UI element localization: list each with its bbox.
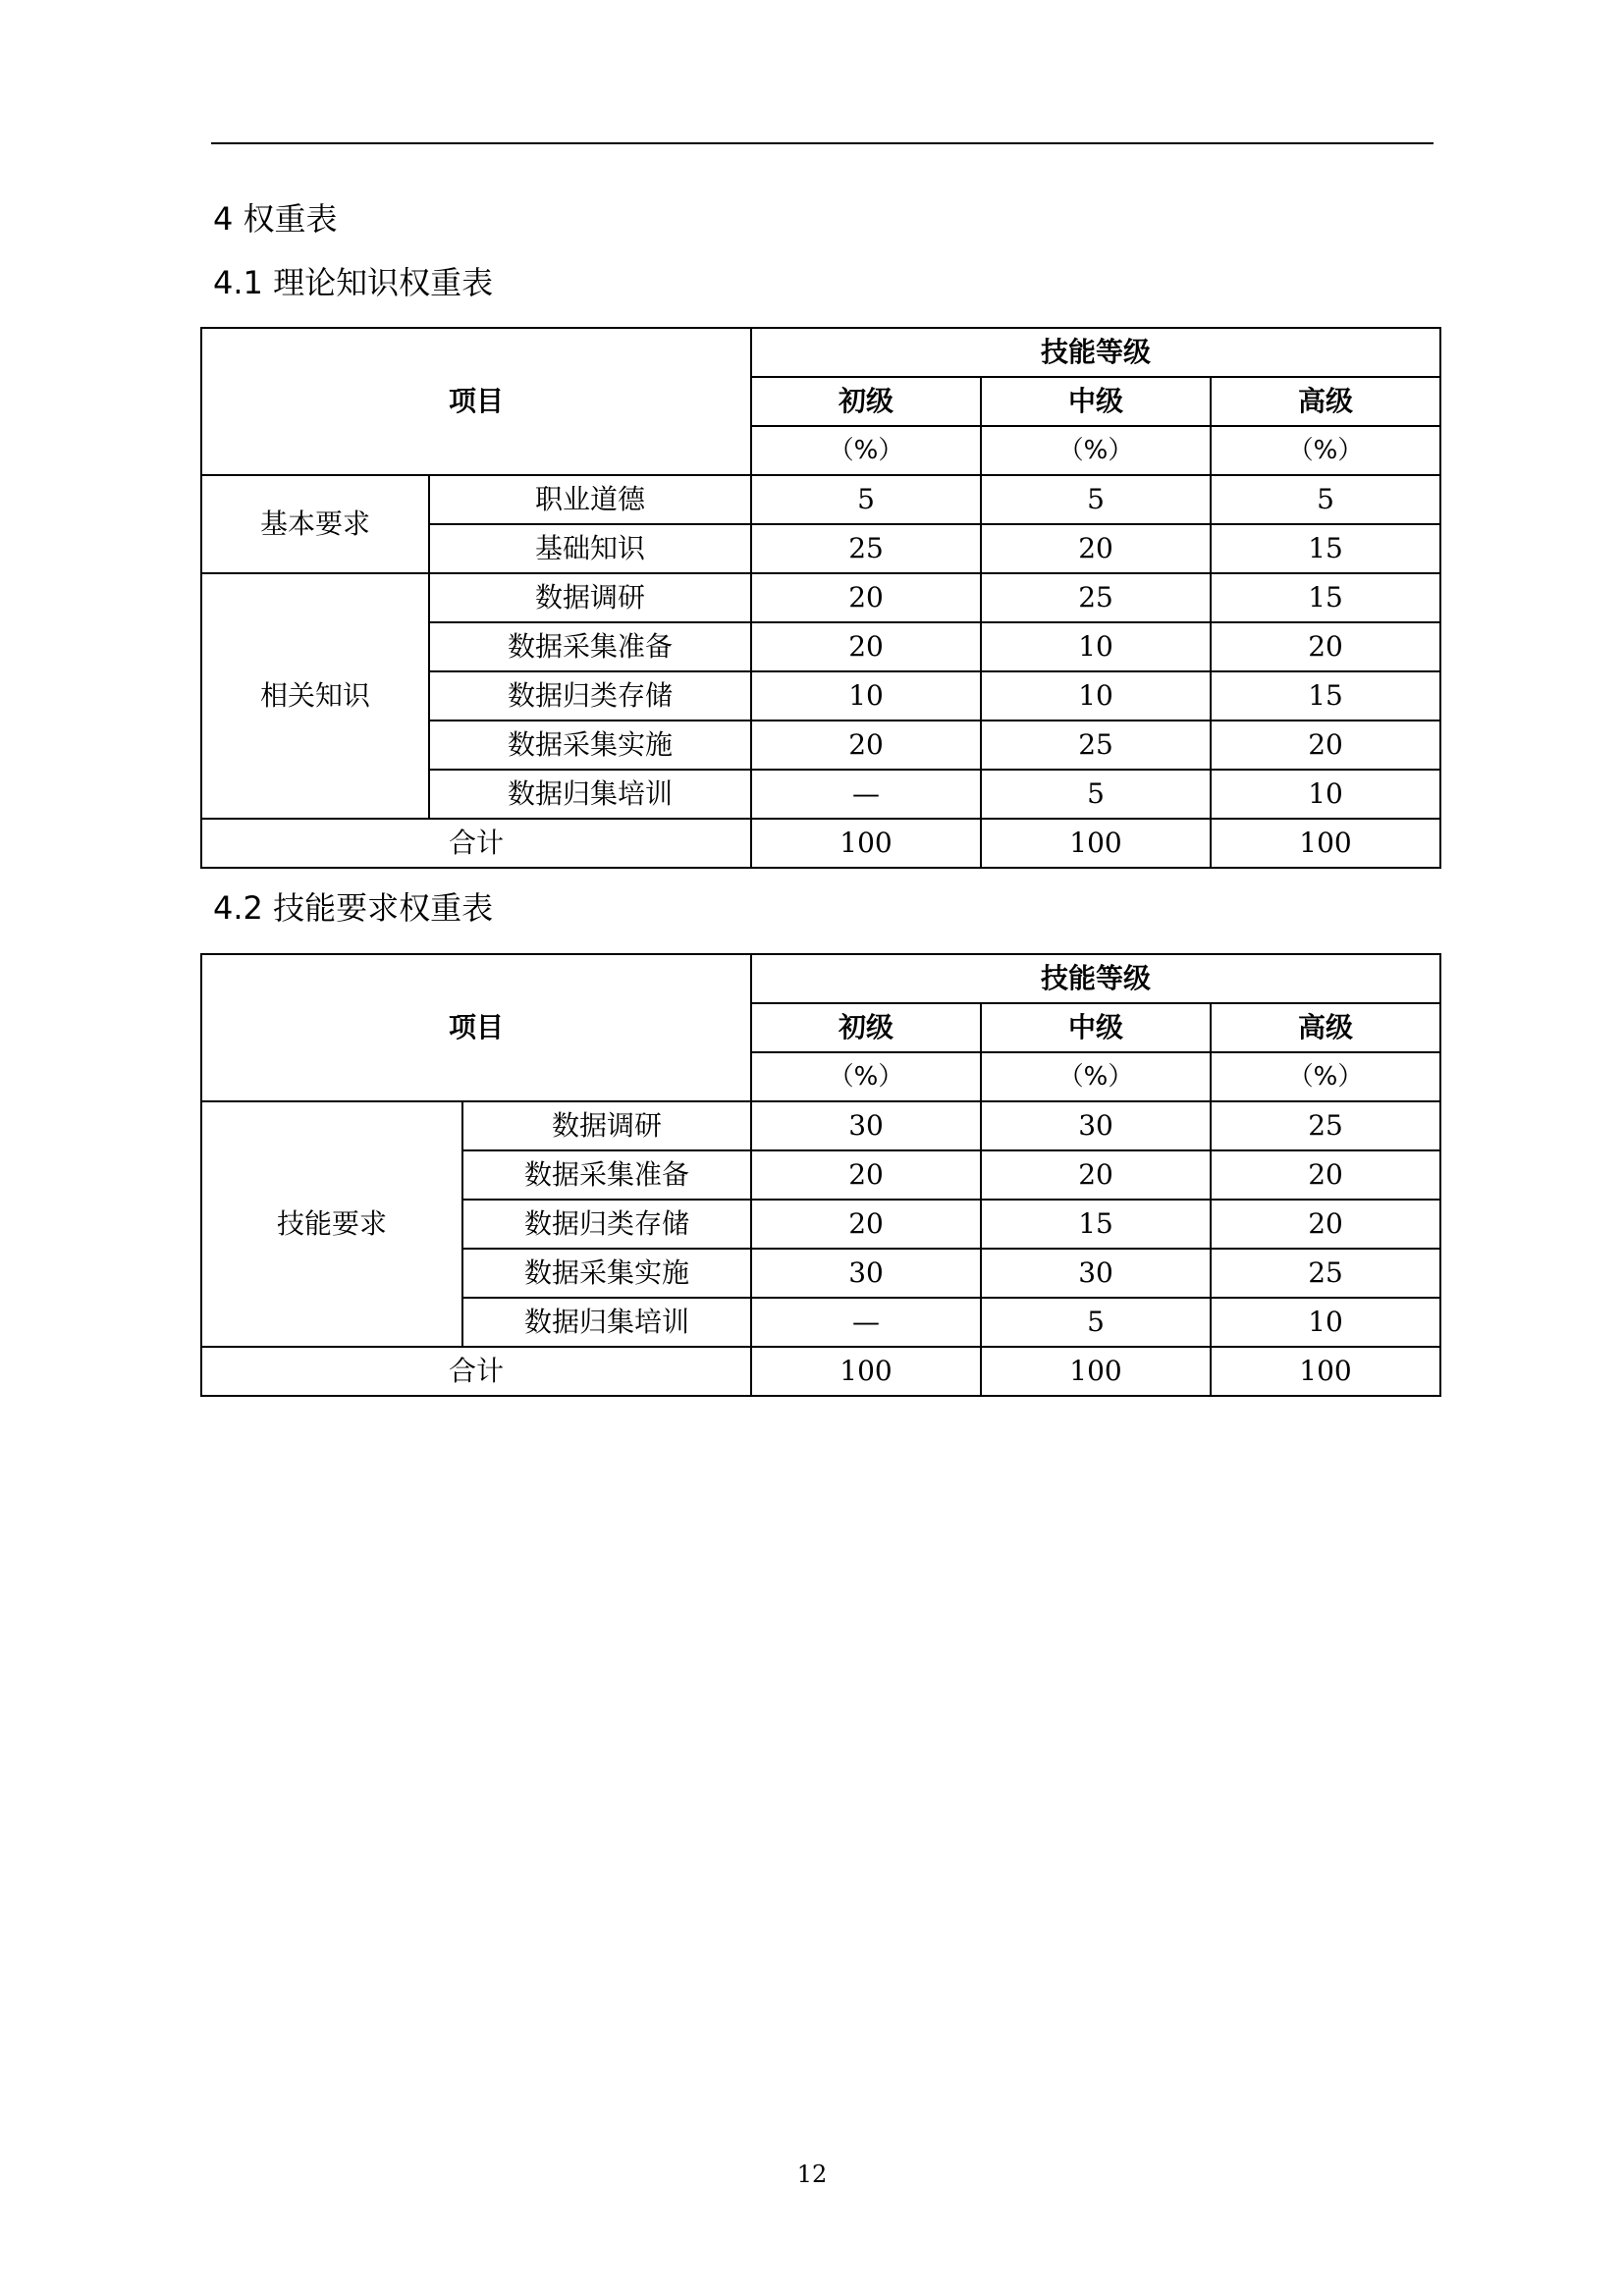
value-cell: 10 [1211, 770, 1440, 819]
table-header-row [201, 954, 1440, 1003]
value-cell: 5 [981, 475, 1211, 524]
item-cell: 基础知识 [429, 524, 751, 573]
unit-cell: （%） [981, 426, 1211, 475]
group-label-cell: 技能要求 [201, 1101, 462, 1347]
item-cell: 数据采集实施 [429, 721, 751, 770]
value-cell: 15 [981, 1200, 1211, 1249]
value-cell: — [751, 1298, 981, 1347]
level-intermediate-header: 中级 [981, 1003, 1211, 1052]
table-row [201, 475, 1440, 524]
level-senior-header: 高级 [1211, 377, 1440, 426]
unit-cell: （%） [1211, 1052, 1440, 1101]
total-value-cell: 100 [1211, 1347, 1440, 1396]
value-cell: 5 [981, 770, 1211, 819]
value-cell: 15 [1211, 524, 1440, 573]
table-row [201, 573, 1440, 622]
subsection-heading-skills: 4.2 技能要求权重表 [213, 889, 494, 927]
total-value-cell: 100 [981, 1347, 1211, 1396]
value-cell: — [751, 770, 981, 819]
unit-cell: （%） [1211, 426, 1440, 475]
value-cell: 20 [751, 622, 981, 671]
subsection-heading-theory: 4.1 理论知识权重表 [213, 264, 494, 301]
group-label-cell: 相关知识 [201, 573, 429, 819]
item-cell: 数据采集准备 [429, 622, 751, 671]
value-cell: 20 [1211, 721, 1440, 770]
value-cell: 5 [1211, 475, 1440, 524]
total-value-cell: 100 [751, 1347, 981, 1396]
item-cell: 职业道德 [429, 475, 751, 524]
value-cell: 5 [981, 1298, 1211, 1347]
section-heading: 4 权重表 [213, 200, 338, 238]
value-cell: 25 [981, 721, 1211, 770]
skill-level-header: 技能等级 [751, 954, 1440, 1003]
value-cell: 10 [981, 671, 1211, 721]
value-cell: 25 [1211, 1249, 1440, 1298]
level-senior-header: 高级 [1211, 1003, 1440, 1052]
value-cell: 20 [1211, 1200, 1440, 1249]
total-label-cell: 合计 [201, 1347, 751, 1396]
skill-requirements-weight-table [200, 953, 1441, 1397]
total-label-cell: 合计 [201, 819, 751, 868]
value-cell: 5 [751, 475, 981, 524]
item-cell: 数据调研 [429, 573, 751, 622]
value-cell: 30 [751, 1101, 981, 1150]
page-number: 12 [796, 2161, 828, 2188]
level-junior-header: 初级 [751, 377, 981, 426]
theory-knowledge-weight-table [200, 327, 1441, 869]
item-cell: 数据采集准备 [462, 1150, 751, 1200]
level-intermediate-header: 中级 [981, 377, 1211, 426]
table-row [201, 1101, 1440, 1150]
item-cell: 数据调研 [462, 1101, 751, 1150]
value-cell: 20 [1211, 622, 1440, 671]
table-total-row [201, 1347, 1440, 1396]
value-cell: 10 [751, 671, 981, 721]
value-cell: 15 [1211, 573, 1440, 622]
unit-cell: （%） [751, 426, 981, 475]
skill-level-header: 技能等级 [751, 328, 1440, 377]
unit-cell: （%） [751, 1052, 981, 1101]
table-header-row [201, 328, 1440, 377]
value-cell: 25 [1211, 1101, 1440, 1150]
unit-cell: （%） [981, 1052, 1211, 1101]
total-value-cell: 100 [751, 819, 981, 868]
value-cell: 30 [981, 1101, 1211, 1150]
value-cell: 20 [751, 573, 981, 622]
value-cell: 10 [981, 622, 1211, 671]
value-cell: 20 [981, 524, 1211, 573]
item-cell: 数据归集培训 [462, 1298, 751, 1347]
value-cell: 20 [751, 1150, 981, 1200]
value-cell: 25 [751, 524, 981, 573]
item-cell: 数据归集培训 [429, 770, 751, 819]
value-cell: 30 [981, 1249, 1211, 1298]
level-junior-header: 初级 [751, 1003, 981, 1052]
project-header: 项目 [201, 328, 751, 475]
value-cell: 20 [751, 721, 981, 770]
value-cell: 25 [981, 573, 1211, 622]
project-header: 项目 [201, 954, 751, 1101]
value-cell: 15 [1211, 671, 1440, 721]
value-cell: 30 [751, 1249, 981, 1298]
value-cell: 20 [751, 1200, 981, 1249]
total-value-cell: 100 [1211, 819, 1440, 868]
item-cell: 数据归类存储 [429, 671, 751, 721]
group-label-cell: 基本要求 [201, 475, 429, 573]
value-cell: 20 [1211, 1150, 1440, 1200]
total-value-cell: 100 [981, 819, 1211, 868]
table-total-row [201, 819, 1440, 868]
item-cell: 数据采集实施 [462, 1249, 751, 1298]
value-cell: 10 [1211, 1298, 1440, 1347]
item-cell: 数据归类存储 [462, 1200, 751, 1249]
header-rule [211, 142, 1434, 144]
value-cell: 20 [981, 1150, 1211, 1200]
